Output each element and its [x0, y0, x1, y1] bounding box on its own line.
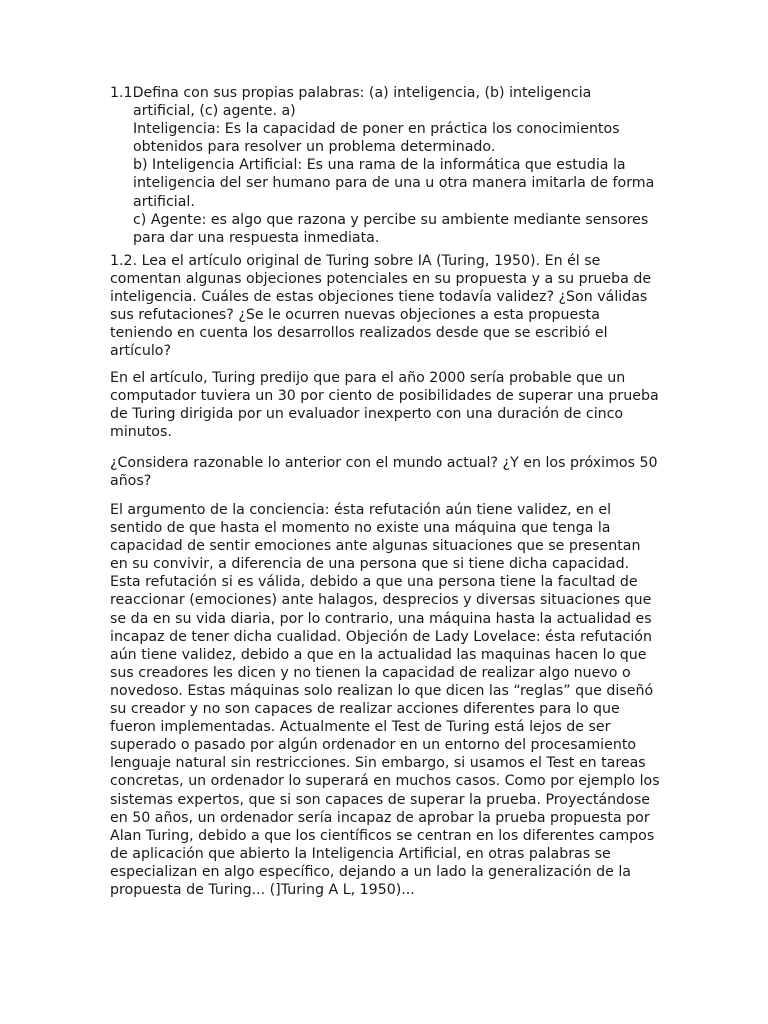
answer-intelligence: Inteligencia: Es la capacidad de poner en práctica los conocimientos obtenidos para resolver un problema determinado. — [133, 121, 620, 156]
question-2-prompt: 1.2. Lea el artículo original de Turing sobre IA (Turing, 1950). En él se comentan algunas objeciones potenciales en su propuesta y a su prueba de inteligencia. Cuáles de estas objeciones tiene todavía validez? ¿Son válidas sus refutaciones? ¿Se le ocurren nuevas objeciones a esta propuesta teniendo en cuenta los desarrollos realizados desde que se escribió el artículo? — [110, 253, 652, 360]
question-1-section — [110, 84, 660, 247]
answer-artificial-intelligence: b) Inteligencia Artificial: Es una rama de la informática que estudia la inteligencia del ser humano para de una u otra manera imitarla de forma artificial. — [133, 157, 655, 210]
question-1-body — [110, 102, 660, 247]
answer-agent: c) Agente: es algo que razona y percibe su ambiente mediante sensores para dar una respuesta inmediata. — [133, 211, 649, 246]
question-1-heading-continued: artificial, (c) agente. a) — [133, 103, 296, 120]
question-1-heading: 1.1Defina con sus propias palabras: (a) inteligencia, (b) inteligencia — [110, 85, 592, 101]
question-2-followup: ¿Considera razonable lo anterior con el mundo actual? ¿Y en los próximos 50 años? — [110, 455, 658, 490]
question-2-answer: El argumento de la conciencia: ésta refutación aún tiene validez, en el sentido de que hasta el momento no existe una máquina que tenga la capacidad de sentir emociones ante algunas situaciones que se presentan en su convivir, a diferencia de una persona que si tiene dicha capacidad. Esta refutación si es válida, debido a que una persona tiene la facultad de reaccionar (emociones) ante halagos, desprecios y diversas situaciones que se da en su vida diaria, por lo contrario, una máquina hasta la actualidad es incapaz de tener dicha cualidad. Objeción de Lady Lovelace: ésta refutación aún tiene validez, debido a que en la actualidad las maquinas hacen lo que sus creadores les dicen y no tienen la capacidad de realizar algo nuevo o novedoso. Estas máquinas solo realizan lo que dicen las “reglas” que diseñó su creador y no son capaces de realizar acciones diferentes para lo que fueron implementadas. Actualmente el Test de Turing está lejos de ser superado o pasado por algún ordenador en un entorno del procesamiento lenguaje natural sin restricciones. Sin embargo, si usamos el Test en tareas concretas, un ordenador lo superará en muchos casos. Como por ejemplo los sistemas expertos, que si son capaces de superar la prueba. Proyectándose en 50 años, un ordenador sería incapaz de aprobar la prueba propuesta por Alan Turing, debido a que los científicos se centran en los diferentes campos de aplicación que abierto la Inteligencia Artificial, en otras palabras se especializan en algo específico, dejando a un lado la generalización de la propuesta de Turing... (]Turing A L, 1950)... — [110, 502, 660, 898]
question-2-context: En el artículo, Turing predijo que para el año 2000 sería probable que un computador tuviera un 30 por ciento de posibilidades de superar una prueba de Turing dirigida por un evaluador inexperto con una duración de cinco minutos. — [110, 370, 659, 441]
